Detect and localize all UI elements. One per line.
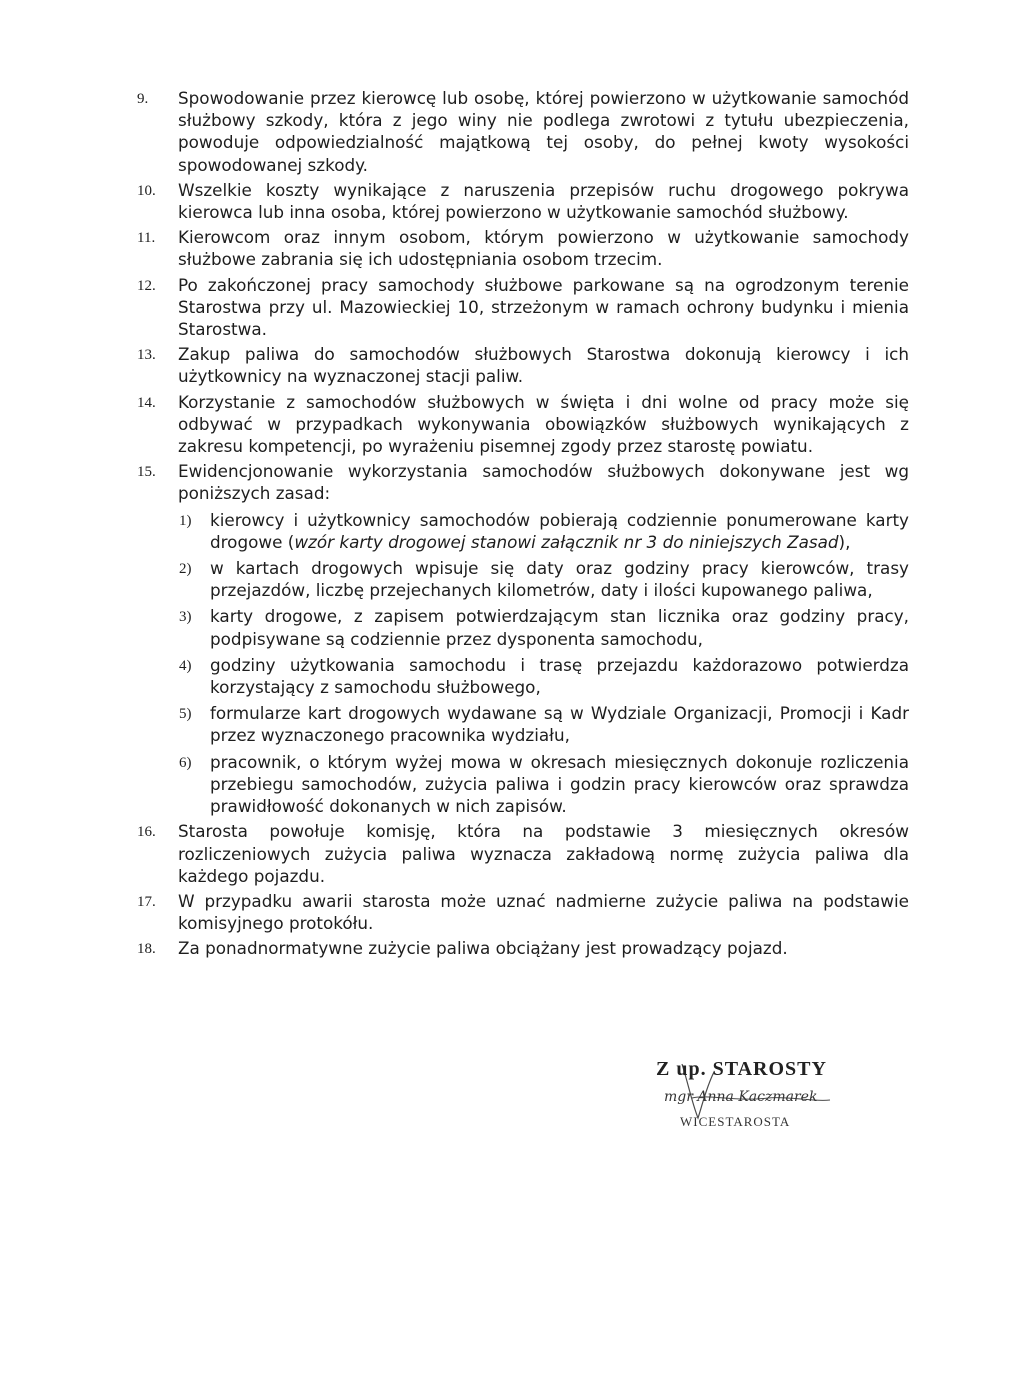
sub-item-number: 3) bbox=[179, 609, 192, 626]
list-item bbox=[137, 179, 909, 223]
item-text: Po zakończonej pracy samochody służbowe parkowane są na ogrodzonym terenie Starostwa przy ul. Mazowieckiej 10, strzeżonym w ramach ochrony budynku i mienia Starostwa. bbox=[178, 274, 909, 340]
item-number: 17. bbox=[137, 893, 156, 910]
list-item bbox=[137, 226, 909, 270]
regulations-list bbox=[137, 87, 909, 963]
signatory-name: mgr Anna Kaczmarek bbox=[664, 1089, 818, 1105]
sub-item-number: 2) bbox=[179, 561, 192, 578]
list-item bbox=[137, 820, 909, 887]
sub-item-text: w kartach drogowych wpisuje się daty oraz godziny pracy kierowców, trasy przejazdów, liczbę przejechanych kilometrów, daty i ilości kupowanego paliwa, bbox=[210, 558, 909, 601]
item-number: 13. bbox=[137, 347, 156, 364]
list-item bbox=[137, 274, 909, 341]
item-number: 11. bbox=[137, 230, 156, 247]
attachment-reference: wzór karty drogowej stanowi załącznik nr 3 do niniejszych Zasad bbox=[294, 531, 839, 552]
item-number: 15. bbox=[137, 464, 156, 481]
sub-list-item bbox=[137, 557, 909, 601]
item-number: 18. bbox=[137, 941, 156, 958]
sub-item-text bbox=[210, 509, 909, 553]
item-text: Starosta powołuje komisję, która na podstawie 3 miesięcznych okresów rozliczeniowych zużycia paliwa wyznacza zakładową normę zużycia paliwa dla każdego pojazdu. bbox=[178, 821, 909, 886]
sub-list-item bbox=[137, 654, 909, 698]
item-number: 14. bbox=[137, 394, 156, 411]
item-text: Zakup paliwa do samochodów służbowych Starostwa dokonują kierowcy i ich użytkownicy na wyznaczonej stacji paliw. bbox=[178, 344, 909, 387]
sub-item-text-part: ), bbox=[838, 531, 851, 552]
stamp-heading: Z up. STAROSTY bbox=[656, 1058, 827, 1080]
sub-item-text: karty drogowe, z zapisem potwierdzającym stan licznika oraz godziny pracy, podpisywane są codziennie przez dysponenta samochodu, bbox=[210, 606, 909, 649]
sub-list-item bbox=[137, 605, 909, 649]
sub-item-number: 5) bbox=[179, 706, 192, 723]
item-text: Kierowcom oraz innym osobom, którym powierzono w użytkowanie samochody służbowe zabrania się ich udostępniania osobom trzecim. bbox=[178, 227, 909, 270]
item-text: W przypadku awarii starosta może uznać nadmierne zużycie paliwa na podstawie komisyjnego protokółu. bbox=[178, 890, 909, 934]
item-number: 12. bbox=[137, 277, 156, 294]
item-text: Spowodowanie przez kierowcę lub osobę, której powierzono w użytkowanie samochód służbowy szkody, która z jego winy nie podlega zwrotowi z tytułu ubezpieczenia, powoduje odpowiedzialność majątkową tej osoby, do pełnej kwoty wysokości spowodowanej szkody. bbox=[178, 88, 909, 175]
signatory-role: WICESTAROSTA bbox=[680, 1114, 791, 1129]
item-number: 10. bbox=[137, 182, 156, 199]
sub-item-text: godziny użytkowania samochodu i trasę przejazdu każdorazowo potwierdza korzystający z samochodu służbowego, bbox=[210, 654, 909, 698]
list-item bbox=[137, 890, 909, 934]
item-number: 16. bbox=[137, 824, 156, 841]
list-item bbox=[137, 937, 909, 959]
item-text: Korzystanie z samochodów służbowych w święta i dni wolne od pracy może się odbywać w przypadkach wykonywania obowiązków służbowych wynikających z zakresu kompetencji, po wyrażeniu pisemnej zgody przez starostę powiatu. bbox=[178, 391, 909, 457]
sub-list-item bbox=[137, 751, 909, 818]
sub-list-item bbox=[137, 702, 909, 746]
sub-item-text-part: kierowcy i użytkownicy samochodów pobierają codziennie ponumerowane karty drogowe ( bbox=[210, 509, 909, 552]
sub-list-item bbox=[137, 509, 909, 553]
signature-stamp bbox=[648, 1058, 848, 1148]
item-number: 9. bbox=[137, 91, 149, 107]
sub-item-text: formularze kart drogowych wydawane są w Wydziale Organizacji, Promocji i Kadr przez wyznaczonego pracownika wydziału, bbox=[210, 703, 909, 746]
list-item bbox=[137, 460, 909, 504]
sub-item-text: pracownik, o którym wyżej mowa w okresach miesięcznych dokonuje rozliczenia przebiegu samochodów, zużycia paliwa i godzin pracy kierowców oraz sprawdza prawidłowość dokonanych w nich zapisów. bbox=[210, 751, 909, 817]
sub-item-number: 1) bbox=[179, 512, 192, 529]
list-item bbox=[137, 391, 909, 458]
sub-item-number: 6) bbox=[179, 754, 192, 771]
item-text: Ewidencjonowanie wykorzystania samochodów służbowych dokonywane jest wg poniższych zasad: bbox=[178, 461, 909, 504]
item-text: Wszelkie koszty wynikające z naruszenia przepisów ruchu drogowego pokrywa kierowca lub inna osoba, której powierzono w użytkowanie samochód służbowy. bbox=[178, 179, 909, 223]
sub-item-number: 4) bbox=[179, 657, 192, 674]
list-item bbox=[137, 343, 909, 387]
item-text: Za ponadnormatywne zużycie paliwa obciążany jest prowadzący pojazd. bbox=[178, 938, 788, 959]
list-item bbox=[137, 87, 909, 176]
